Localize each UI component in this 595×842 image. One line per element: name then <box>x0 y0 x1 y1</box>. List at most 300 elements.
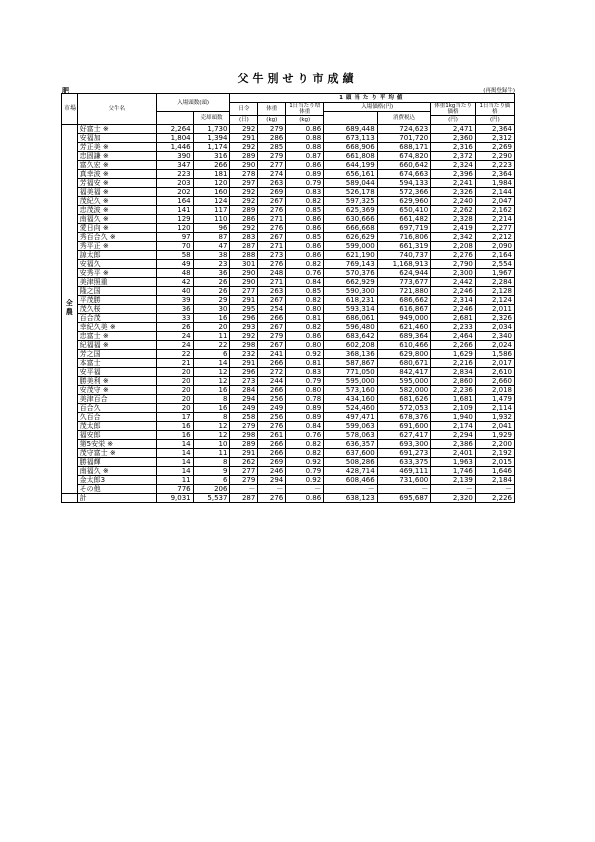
price-group-header: 入場価格(円) <box>324 103 431 112</box>
cell-weight: 276 <box>258 224 286 233</box>
cell-price: 434,160 <box>324 395 378 404</box>
cell-per-day: 2,290 <box>475 152 514 161</box>
cell-per-day: 2,184 <box>475 476 514 485</box>
sire-name: 芳正美 ※ <box>77 143 156 152</box>
cell-gain: 0.85 <box>286 233 324 242</box>
sire-name: 南福久 ※ <box>77 467 156 476</box>
count-group-header: 入場頭数(頭) <box>156 94 230 112</box>
table-row <box>62 188 515 197</box>
cell-price: 508,286 <box>324 458 378 467</box>
table-row <box>62 431 515 440</box>
cell-price-incl: 633,375 <box>377 458 431 467</box>
cell-entered: 11 <box>156 476 193 485</box>
cell-gain: 0.80 <box>286 386 324 395</box>
cell-gain: 0.88 <box>286 134 324 143</box>
cell-price-incl: 697,719 <box>377 224 431 233</box>
cell-per-kg: 2,208 <box>431 242 476 251</box>
cell-days: 290 <box>230 278 258 287</box>
cell-per-day: 1,932 <box>475 413 514 422</box>
cell-weight: 277 <box>258 161 286 170</box>
cell-gain: － <box>286 485 324 494</box>
cell-price-incl: 716,806 <box>377 233 431 242</box>
cell-per-kg: 2,174 <box>431 422 476 431</box>
cell-per-day: 1,479 <box>475 395 514 404</box>
sire-name: 紀福福 ※ <box>77 341 156 350</box>
total-price: 638,123 <box>324 494 378 503</box>
cell-days: 291 <box>230 359 258 368</box>
cell-entered: 20 <box>156 395 193 404</box>
cell-days: 298 <box>230 431 258 440</box>
cell-per-kg: 2,236 <box>431 386 476 395</box>
total-weight: 276 <box>258 494 286 503</box>
sire-name: 第5安栄 ※ <box>77 440 156 449</box>
cell-entered: 20 <box>156 377 193 386</box>
cell-price-incl: 582,000 <box>377 386 431 395</box>
weight-unit: (kg) <box>258 116 286 125</box>
cell-gain: 0.82 <box>286 296 324 305</box>
cell-price: 630,666 <box>324 215 378 224</box>
cell-price-incl: 616,867 <box>377 305 431 314</box>
cell-per-day: 2,034 <box>475 323 514 332</box>
cell-weight: 267 <box>258 323 286 332</box>
cell-price-incl: 689,364 <box>377 332 431 341</box>
cell-sold: 124 <box>193 197 230 206</box>
cell-price: 593,314 <box>324 305 378 314</box>
sire-name: 真幸波 ※ <box>77 170 156 179</box>
cell-per-day: 2,114 <box>475 404 514 413</box>
cell-sold: 6 <box>193 476 230 485</box>
sire-header: 父牛名 <box>77 94 156 125</box>
cell-days: 232 <box>230 350 258 359</box>
cell-per-kg: 2,262 <box>431 206 476 215</box>
cell-entered: 58 <box>156 251 193 260</box>
cell-days: 292 <box>230 197 258 206</box>
cell-sold: 6 <box>193 350 230 359</box>
sire-name: 安平福 <box>77 368 156 377</box>
table-row <box>62 125 515 134</box>
cell-price: 637,600 <box>324 449 378 458</box>
cell-per-day: 2,162 <box>475 206 514 215</box>
cell-sold: 16 <box>193 386 230 395</box>
cell-per-day: 2,212 <box>475 233 514 242</box>
cell-price-incl: 693,300 <box>377 440 431 449</box>
cell-weight: 254 <box>258 305 286 314</box>
sold-header: 売却頭数 <box>193 112 230 125</box>
cell-weight: 286 <box>258 134 286 143</box>
cell-days: 292 <box>230 125 258 134</box>
total-label: 計 <box>77 494 156 503</box>
cell-entered: 202 <box>156 188 193 197</box>
cell-per-kg: 1,746 <box>431 467 476 476</box>
cell-per-kg: 2,342 <box>431 233 476 242</box>
price-incl-header: 消費税込 <box>377 112 431 125</box>
cell-entered: 21 <box>156 359 193 368</box>
days-unit: (日) <box>230 116 258 125</box>
cell-days: 295 <box>230 305 258 314</box>
cell-per-day: 2,364 <box>475 125 514 134</box>
cell-weight: 274 <box>258 170 286 179</box>
cell-weight: 276 <box>258 260 286 269</box>
table-row <box>62 215 515 224</box>
sire-name: 愛日向 ※ <box>77 224 156 233</box>
table-row <box>62 467 515 476</box>
per-kg-header: 体重1kg当たり価格 <box>431 103 476 116</box>
cell-entered: 40 <box>156 287 193 296</box>
cell-entered: 97 <box>156 233 193 242</box>
cell-sold: 26 <box>193 278 230 287</box>
cell-price: 689,448 <box>324 125 378 134</box>
table-row <box>62 287 515 296</box>
cell-per-kg: 2,216 <box>431 359 476 368</box>
cell-days: 262 <box>230 458 258 467</box>
cell-entered: 42 <box>156 278 193 287</box>
cell-price-incl: 949,000 <box>377 314 431 323</box>
total-row <box>62 494 515 503</box>
cell-per-kg: 2,294 <box>431 431 476 440</box>
cell-days: 283 <box>230 233 258 242</box>
sire-name: 秀平正 ※ <box>77 242 156 251</box>
cell-weight: 267 <box>258 197 286 206</box>
table-row <box>62 179 515 188</box>
cell-price: 587,867 <box>324 359 378 368</box>
cell-gain: 0.92 <box>286 476 324 485</box>
cell-price-incl: 572,053 <box>377 404 431 413</box>
table-row <box>62 323 515 332</box>
cell-days: 277 <box>230 467 258 476</box>
cell-price-incl: 740,737 <box>377 251 431 260</box>
sire-name: 久百合 <box>77 413 156 422</box>
cell-weight: 241 <box>258 350 286 359</box>
cell-sold: 12 <box>193 431 230 440</box>
cell-entered: 390 <box>156 152 193 161</box>
cell-per-day: 2,041 <box>475 422 514 431</box>
sire-name: 忠茂波 ※ <box>77 206 156 215</box>
sire-name: 勝美利 ※ <box>77 377 156 386</box>
sire-name: 勝福輝 <box>77 458 156 467</box>
cell-weight: 271 <box>258 215 286 224</box>
cell-entered: 22 <box>156 350 193 359</box>
cell-weight: 267 <box>258 296 286 305</box>
cell-sold: 206 <box>193 485 230 494</box>
cell-entered: 16 <box>156 422 193 431</box>
cell-per-day: 1,967 <box>475 269 514 278</box>
cell-price: 625,369 <box>324 206 378 215</box>
cell-price-incl: 674,663 <box>377 170 431 179</box>
cell-entered: 14 <box>156 449 193 458</box>
cell-per-kg: 2,326 <box>431 188 476 197</box>
cell-price: 570,376 <box>324 269 378 278</box>
sire-name: 茂守富士 ※ <box>77 449 156 458</box>
cell-per-kg: 2,471 <box>431 125 476 134</box>
cell-entered: 14 <box>156 458 193 467</box>
table-row <box>62 386 515 395</box>
cell-weight: 279 <box>258 332 286 341</box>
sire-name: 安福加 <box>77 134 156 143</box>
cell-days: 273 <box>230 377 258 386</box>
cell-per-day: 2,018 <box>475 386 514 395</box>
total-entered: 9,031 <box>156 494 193 503</box>
cell-days: 291 <box>230 449 258 458</box>
cell-price: 599,000 <box>324 242 378 251</box>
cell-per-day: 2,269 <box>475 143 514 152</box>
per-kg-unit: (円) <box>431 116 476 125</box>
cell-per-kg: 2,860 <box>431 377 476 386</box>
table-row <box>62 377 515 386</box>
cell-per-day: 2,144 <box>475 188 514 197</box>
sire-name: 幸紀久美 ※ <box>77 323 156 332</box>
cell-price: 573,160 <box>324 386 378 395</box>
cell-weight: 266 <box>258 386 286 395</box>
cell-entered: 16 <box>156 431 193 440</box>
cell-price: 526,178 <box>324 188 378 197</box>
cell-gain: 0.86 <box>286 251 324 260</box>
cell-price: 661,808 <box>324 152 378 161</box>
cell-sold: 9 <box>193 467 230 476</box>
sire-name: 美津百合 <box>77 395 156 404</box>
cell-entered: 14 <box>156 467 193 476</box>
table-row <box>62 206 515 215</box>
cell-days: 296 <box>230 368 258 377</box>
cell-sold: 8 <box>193 413 230 422</box>
cell-gain: 0.78 <box>286 395 324 404</box>
cell-price: 673,113 <box>324 134 378 143</box>
cell-weight: 273 <box>258 251 286 260</box>
cell-per-day: 2,124 <box>475 296 514 305</box>
cell-per-kg: 2,314 <box>431 296 476 305</box>
cell-price: 596,480 <box>324 323 378 332</box>
cell-entered: 2,264 <box>156 125 193 134</box>
sire-name: 秀百合久 ※ <box>77 233 156 242</box>
cell-price-incl: 721,880 <box>377 287 431 296</box>
cell-per-day: 2,326 <box>475 314 514 323</box>
cell-weight: 269 <box>258 188 286 197</box>
cell-price: 769,143 <box>324 260 378 269</box>
cell-price-incl: 595,000 <box>377 377 431 386</box>
table-row <box>62 197 515 206</box>
cell-days: 249 <box>230 404 258 413</box>
cell-entered: 20 <box>156 368 193 377</box>
results-table <box>61 93 515 503</box>
cell-per-day: 2,024 <box>475 341 514 350</box>
cell-sold: 120 <box>193 179 230 188</box>
cell-price: 626,629 <box>324 233 378 242</box>
table-row <box>62 242 515 251</box>
cell-weight: 279 <box>258 125 286 134</box>
cell-days: 279 <box>230 422 258 431</box>
table-row <box>62 350 515 359</box>
cell-per-kg: 1,681 <box>431 395 476 404</box>
cell-per-kg: 2,401 <box>431 449 476 458</box>
cell-price-incl: 773,677 <box>377 278 431 287</box>
cell-entered: 17 <box>156 413 193 422</box>
sire-name: 茂紀久 ※ <box>77 197 156 206</box>
cell-weight: 256 <box>258 413 286 422</box>
cell-sold: 8 <box>193 458 230 467</box>
cell-price: 683,642 <box>324 332 378 341</box>
cell-price-incl: 629,960 <box>377 197 431 206</box>
cell-per-kg: 2,386 <box>431 440 476 449</box>
cell-entered: 20 <box>156 386 193 395</box>
cell-weight: 263 <box>258 179 286 188</box>
sire-name: 忠固謙 ※ <box>77 152 156 161</box>
table-row <box>62 143 515 152</box>
cell-price-incl: 661,319 <box>377 242 431 251</box>
note-tag: (再掲登録牛) <box>483 88 515 94</box>
total-days: 287 <box>230 494 258 503</box>
cell-days: － <box>230 485 258 494</box>
weight-header: 体重 <box>258 103 286 116</box>
cell-weight: 246 <box>258 467 286 476</box>
cell-entered: 203 <box>156 179 193 188</box>
cell-days: 292 <box>230 332 258 341</box>
cell-entered: 49 <box>156 260 193 269</box>
cell-gain: 0.84 <box>286 278 324 287</box>
cell-per-day: 2,312 <box>475 134 514 143</box>
cell-per-kg: 2,790 <box>431 260 476 269</box>
table-row <box>62 233 515 242</box>
cell-gain: 0.88 <box>286 143 324 152</box>
table-row <box>62 278 515 287</box>
cell-gain: 0.89 <box>286 413 324 422</box>
cell-entered: 120 <box>156 224 193 233</box>
cell-price-incl: 688,171 <box>377 143 431 152</box>
cell-price-incl: 724,623 <box>377 125 431 134</box>
cell-sold: 181 <box>193 170 230 179</box>
table-row <box>62 314 515 323</box>
cell-per-kg: 2,834 <box>431 368 476 377</box>
cell-weight: 249 <box>258 404 286 413</box>
cell-per-day: 2,214 <box>475 215 514 224</box>
cell-price: 608,466 <box>324 476 378 485</box>
per-day-header: 1日当たり価格 <box>475 103 514 116</box>
cell-weight: 263 <box>258 287 286 296</box>
cell-per-kg: 2,240 <box>431 197 476 206</box>
category-tag: 肥 <box>62 87 69 95</box>
cell-sold: 16 <box>193 314 230 323</box>
table-row <box>62 152 515 161</box>
total-price-incl: 695,687 <box>377 494 431 503</box>
cell-price-incl: 678,376 <box>377 413 431 422</box>
sire-name: 金太郎3 <box>77 476 156 485</box>
cell-sold: 11 <box>193 449 230 458</box>
sire-name: 忠富士 ※ <box>77 332 156 341</box>
sire-name: 安福久 <box>77 260 156 269</box>
cell-gain: 0.82 <box>286 449 324 458</box>
cell-days: 291 <box>230 296 258 305</box>
cell-sold: 10 <box>193 440 230 449</box>
cell-per-kg: 2,109 <box>431 404 476 413</box>
cell-gain: 0.81 <box>286 314 324 323</box>
cell-weight: 271 <box>258 242 286 251</box>
cell-sold: 12 <box>193 422 230 431</box>
market-cell <box>62 125 78 494</box>
avg-group-header: 1頭当たり平均値 <box>230 94 515 103</box>
cell-price: 597,325 <box>324 197 378 206</box>
cell-sold: 8 <box>193 395 230 404</box>
cell-per-kg: 2,241 <box>431 179 476 188</box>
cell-per-kg: 2,681 <box>431 314 476 323</box>
cell-sold: 29 <box>193 296 230 305</box>
cell-per-kg: 2,396 <box>431 170 476 179</box>
cell-days: 292 <box>230 224 258 233</box>
days-header: 日令 <box>230 103 258 116</box>
cell-weight: 271 <box>258 278 286 287</box>
gain-unit: (kg) <box>286 116 324 125</box>
sire-name: 本富士 <box>77 359 156 368</box>
cell-price: 771,050 <box>324 368 378 377</box>
sire-name: 福美福 ※ <box>77 188 156 197</box>
cell-entered: 20 <box>156 404 193 413</box>
cell-entered: 24 <box>156 332 193 341</box>
cell-per-kg: 2,372 <box>431 152 476 161</box>
sire-name: 安秀平 ※ <box>77 269 156 278</box>
cell-entered: 24 <box>156 341 193 350</box>
cell-gain: 0.86 <box>286 332 324 341</box>
cell-gain: 0.92 <box>286 458 324 467</box>
total-gain: 0.86 <box>286 494 324 503</box>
cell-price: － <box>324 485 378 494</box>
cell-days: 286 <box>230 215 258 224</box>
cell-entered: 48 <box>156 269 193 278</box>
cell-price-incl: 686,662 <box>377 296 431 305</box>
cell-sold: 160 <box>193 188 230 197</box>
cell-gain: 0.80 <box>286 341 324 350</box>
cell-entered: 33 <box>156 314 193 323</box>
table-row <box>62 476 515 485</box>
cell-gain: 0.86 <box>286 224 324 233</box>
cell-price: 590,300 <box>324 287 378 296</box>
cell-gain: 0.86 <box>286 215 324 224</box>
table-row <box>62 422 515 431</box>
cell-days: 289 <box>230 152 258 161</box>
cell-gain: 0.87 <box>286 152 324 161</box>
total-per-kg: 2,320 <box>431 494 476 503</box>
entered-header-blank <box>156 112 193 125</box>
cell-price: 666,668 <box>324 224 378 233</box>
sire-name: 平茂勝 <box>77 296 156 305</box>
cell-price-incl: － <box>377 485 431 494</box>
cell-per-kg: 2,300 <box>431 269 476 278</box>
table-row <box>62 440 515 449</box>
table-row <box>62 368 515 377</box>
cell-weight: 267 <box>258 341 286 350</box>
table-row <box>62 224 515 233</box>
sire-name: 美津照重 <box>77 278 156 287</box>
cell-gain: 0.82 <box>286 260 324 269</box>
cell-weight: 248 <box>258 269 286 278</box>
sire-name: 茂久桜 <box>77 305 156 314</box>
cell-days: 291 <box>230 134 258 143</box>
cell-sold: 1,730 <box>193 125 230 134</box>
cell-days: 277 <box>230 287 258 296</box>
cell-sold: 16 <box>193 404 230 413</box>
cell-per-kg: 2,419 <box>431 224 476 233</box>
cell-gain: 0.85 <box>286 206 324 215</box>
cell-weight: 266 <box>258 359 286 368</box>
cell-entered: 141 <box>156 206 193 215</box>
cell-sold: 23 <box>193 260 230 269</box>
cell-price-incl: 469,111 <box>377 467 431 476</box>
gain-header: 1日当たり増体重 <box>286 103 324 116</box>
table-row <box>62 404 515 413</box>
cell-days: 289 <box>230 440 258 449</box>
cell-price-incl: 627,417 <box>377 431 431 440</box>
cell-per-kg: 2,246 <box>431 305 476 314</box>
cell-days: 296 <box>230 314 258 323</box>
cell-days: 289 <box>230 206 258 215</box>
sire-name: 隆之国 <box>77 287 156 296</box>
cell-days: 292 <box>230 188 258 197</box>
